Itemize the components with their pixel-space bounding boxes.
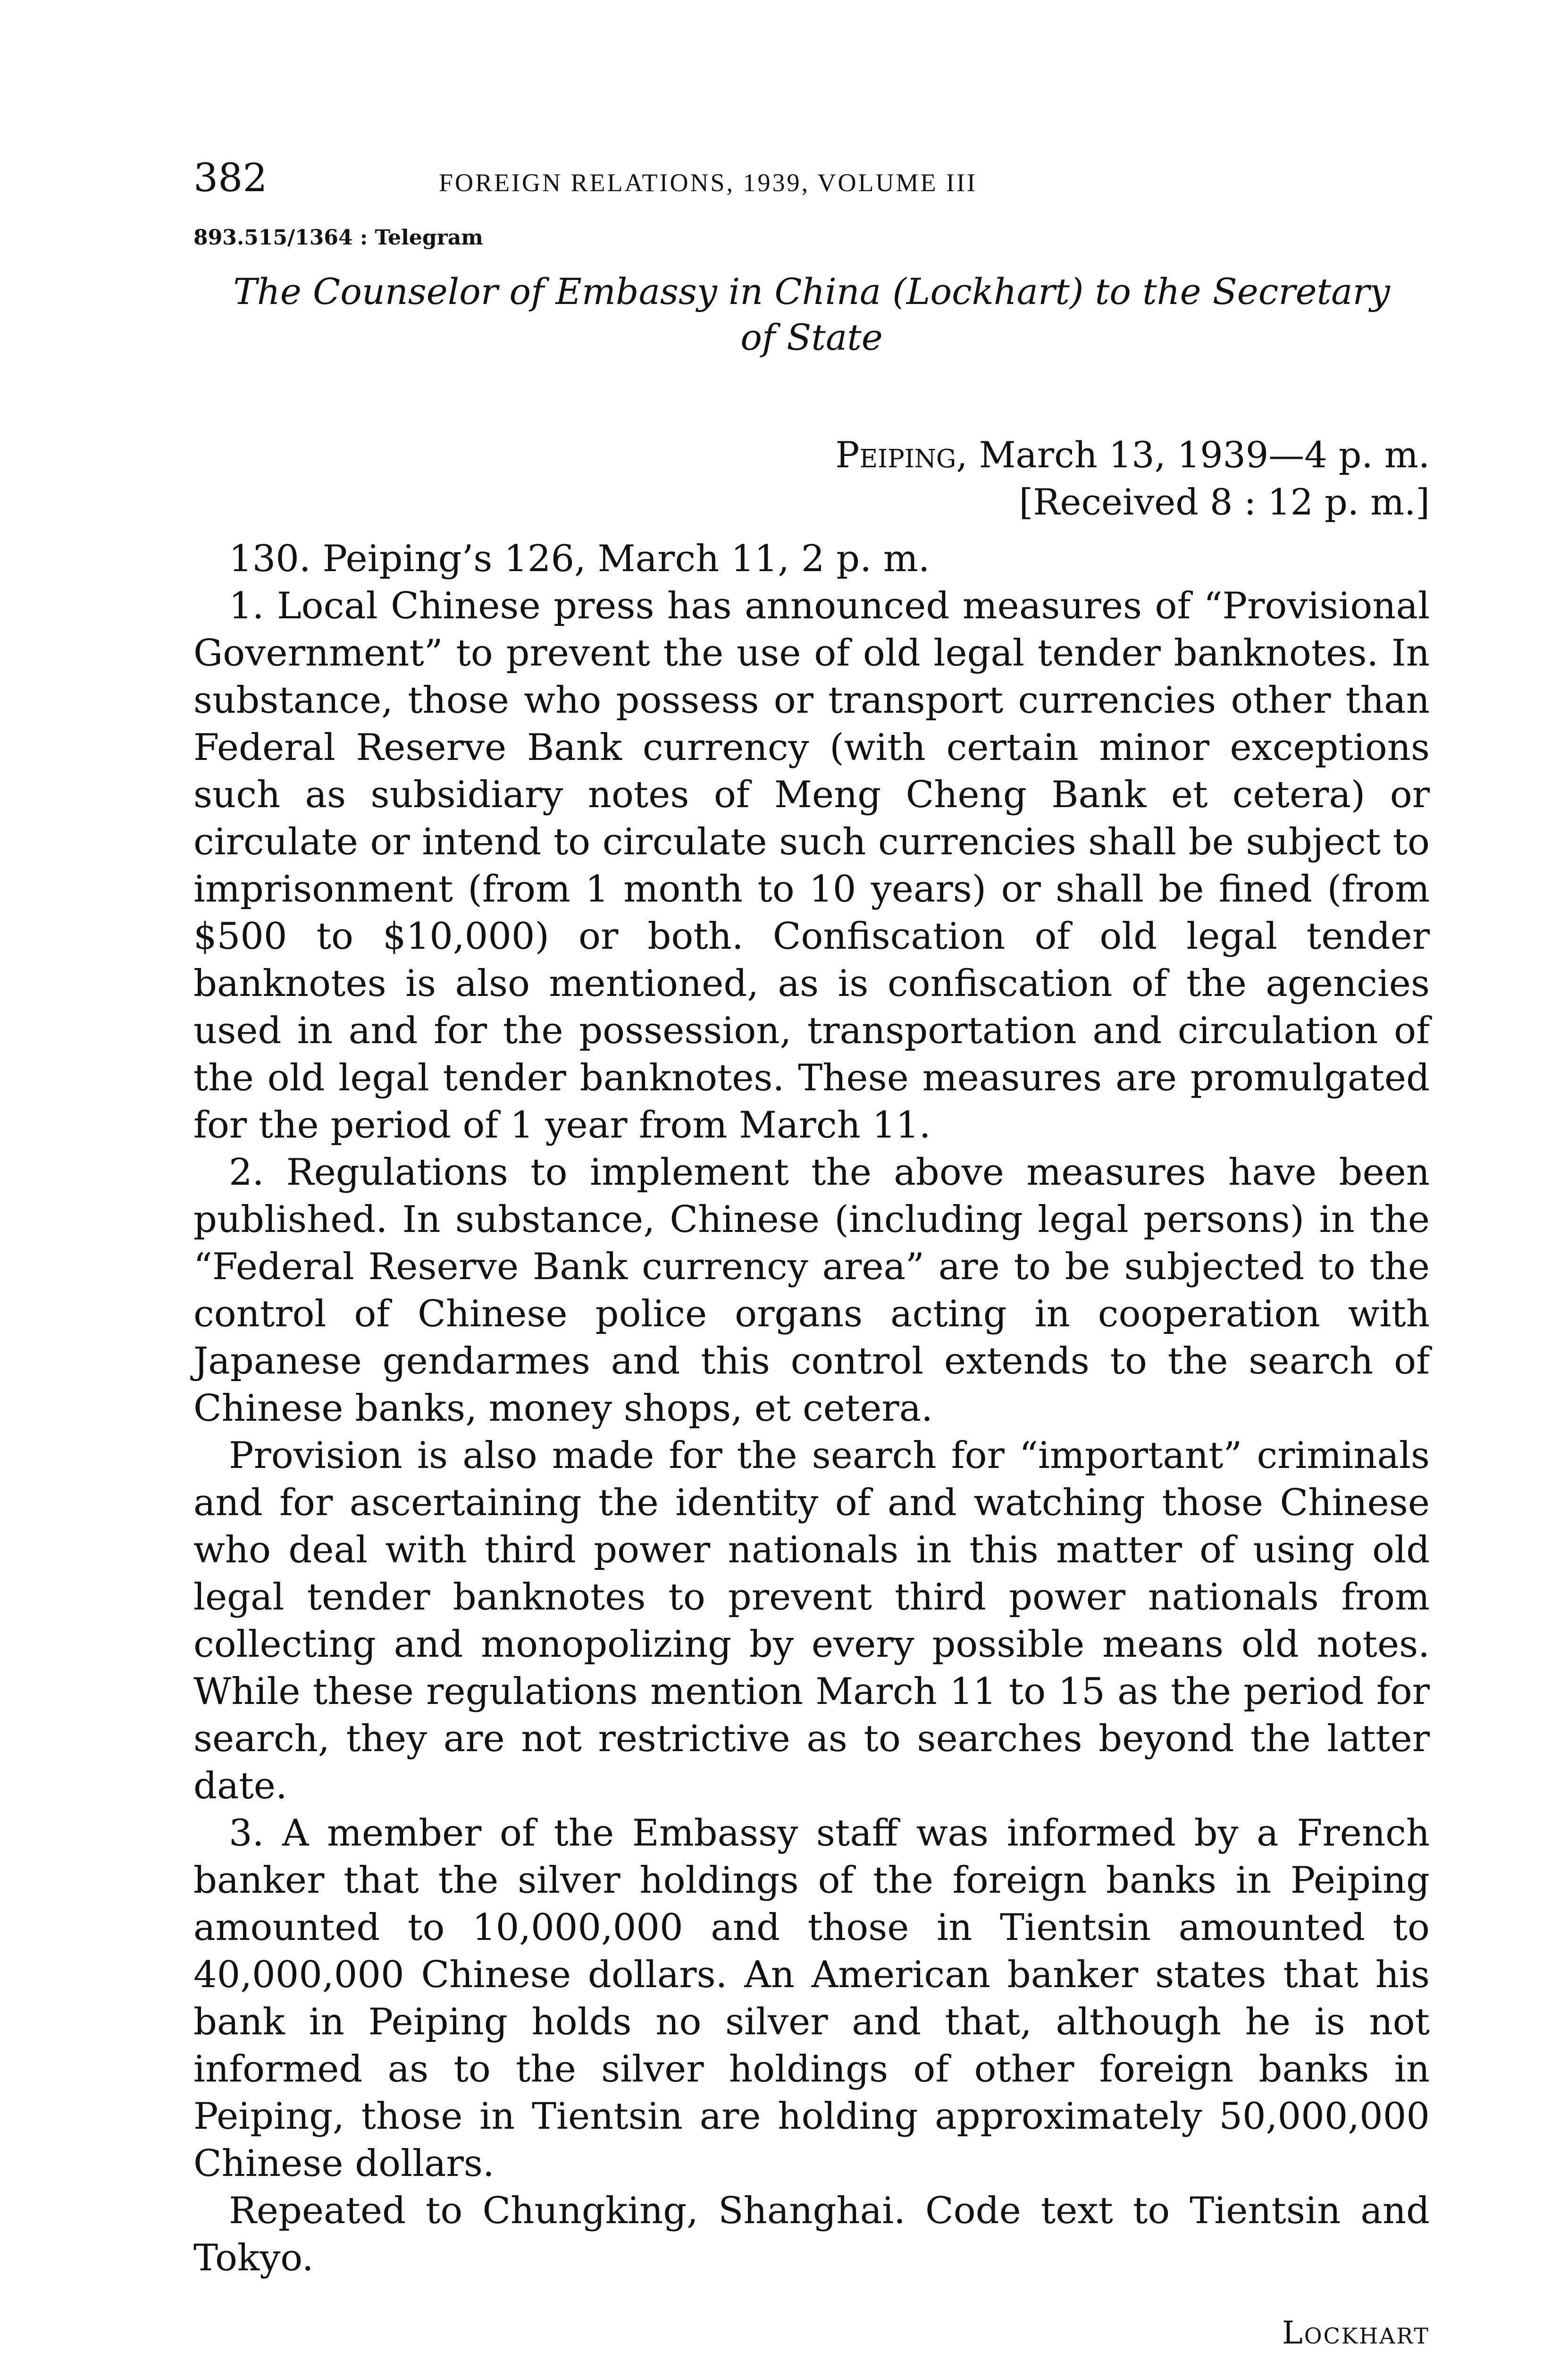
paragraph-repeated: Repeated to Chungking, Shanghai. Code text to Tientsin and Tokyo. <box>193 2190 1430 2280</box>
file-reference: 893.515/1364 : Telegram <box>193 226 483 250</box>
received-line: [Received 8 : 12 p. m.] <box>1019 480 1430 523</box>
paragraph-3: 3. A member of the Embassy staff was informed by a French banker that the silver holdings of the foreign banks in Peiping amounted to 10,000,000 and those in Tientsin amounted to 40,000,000 Chinese dollars. An American banker states that his bank in Peiping holds no silver and that, although he is not informed as to the silver holdings of other foreign banks in Peiping, those in Tientsin are holding approximately 50,000,000 Chinese dollars. <box>193 1812 1430 2185</box>
paragraph-provision: Provision is also made for the search for “important” criminals and for ascertaining the identity of and watching those Chinese who deal with third power nationals in this matter of using old legal tender banknotes to prevent third power nationals from collecting and monopolizing by every possible means old notes. While these regulations mention March 11 to 15 as the period for search, they are not restrictive as to searches beyond the latter date. <box>193 1434 1430 1808</box>
paragraph-1: 1. Local Chinese press has announced measures of “Provisional Government” to prevent the use of old legal tender banknotes. In substance, those who possess or transport currencies other than Federal Reserve Bank currency (with certain minor exceptions such as subsidiary notes of Meng Cheng Bank et cetera) or circulate or intend to circulate such currencies shall be subject to imprisonment (from 1 month to 10 years) or shall be fined (from $500 to $10,000) or both. Confiscation of old legal tender banknotes is also mentioned, as is confiscation of the agencies used in and for the possession, transportation and circulation of the old legal tender banknotes. These measures are promulgated for the period of 1 year from March 11. <box>193 585 1430 1147</box>
dateline-line <box>193 431 1430 479</box>
dateline-date: March 13, 1939—4 p. m. <box>967 433 1430 476</box>
document-page <box>193 156 1430 2351</box>
document-title: The Counselor of Embassy in China (Lockhart) to the Secretary of State <box>233 270 1390 359</box>
running-header <box>193 156 1430 208</box>
telegram-body <box>193 535 1430 2282</box>
running-title: FOREIGN RELATIONS, 1939, VOLUME III <box>439 169 977 197</box>
signature: Lockhart <box>1282 2315 1430 2352</box>
paragraph-reference: 130. Peiping’s 126, March 11, 2 p. m. <box>229 538 930 581</box>
paragraph-2: 2. Regulations to implement the above measures have been published. In substance, Chinese (including legal persons) in the “Federal Reserve Bank currency area” are to be subjected to the control of Chinese police organs acting in cooperation with Japanese gendarmes and this control extends to the search of Chinese banks, money shops, et cetera. <box>193 1151 1430 1430</box>
dateline-place: Peiping, <box>835 433 968 476</box>
page-number: 382 <box>193 156 268 201</box>
dateline <box>193 431 1430 526</box>
